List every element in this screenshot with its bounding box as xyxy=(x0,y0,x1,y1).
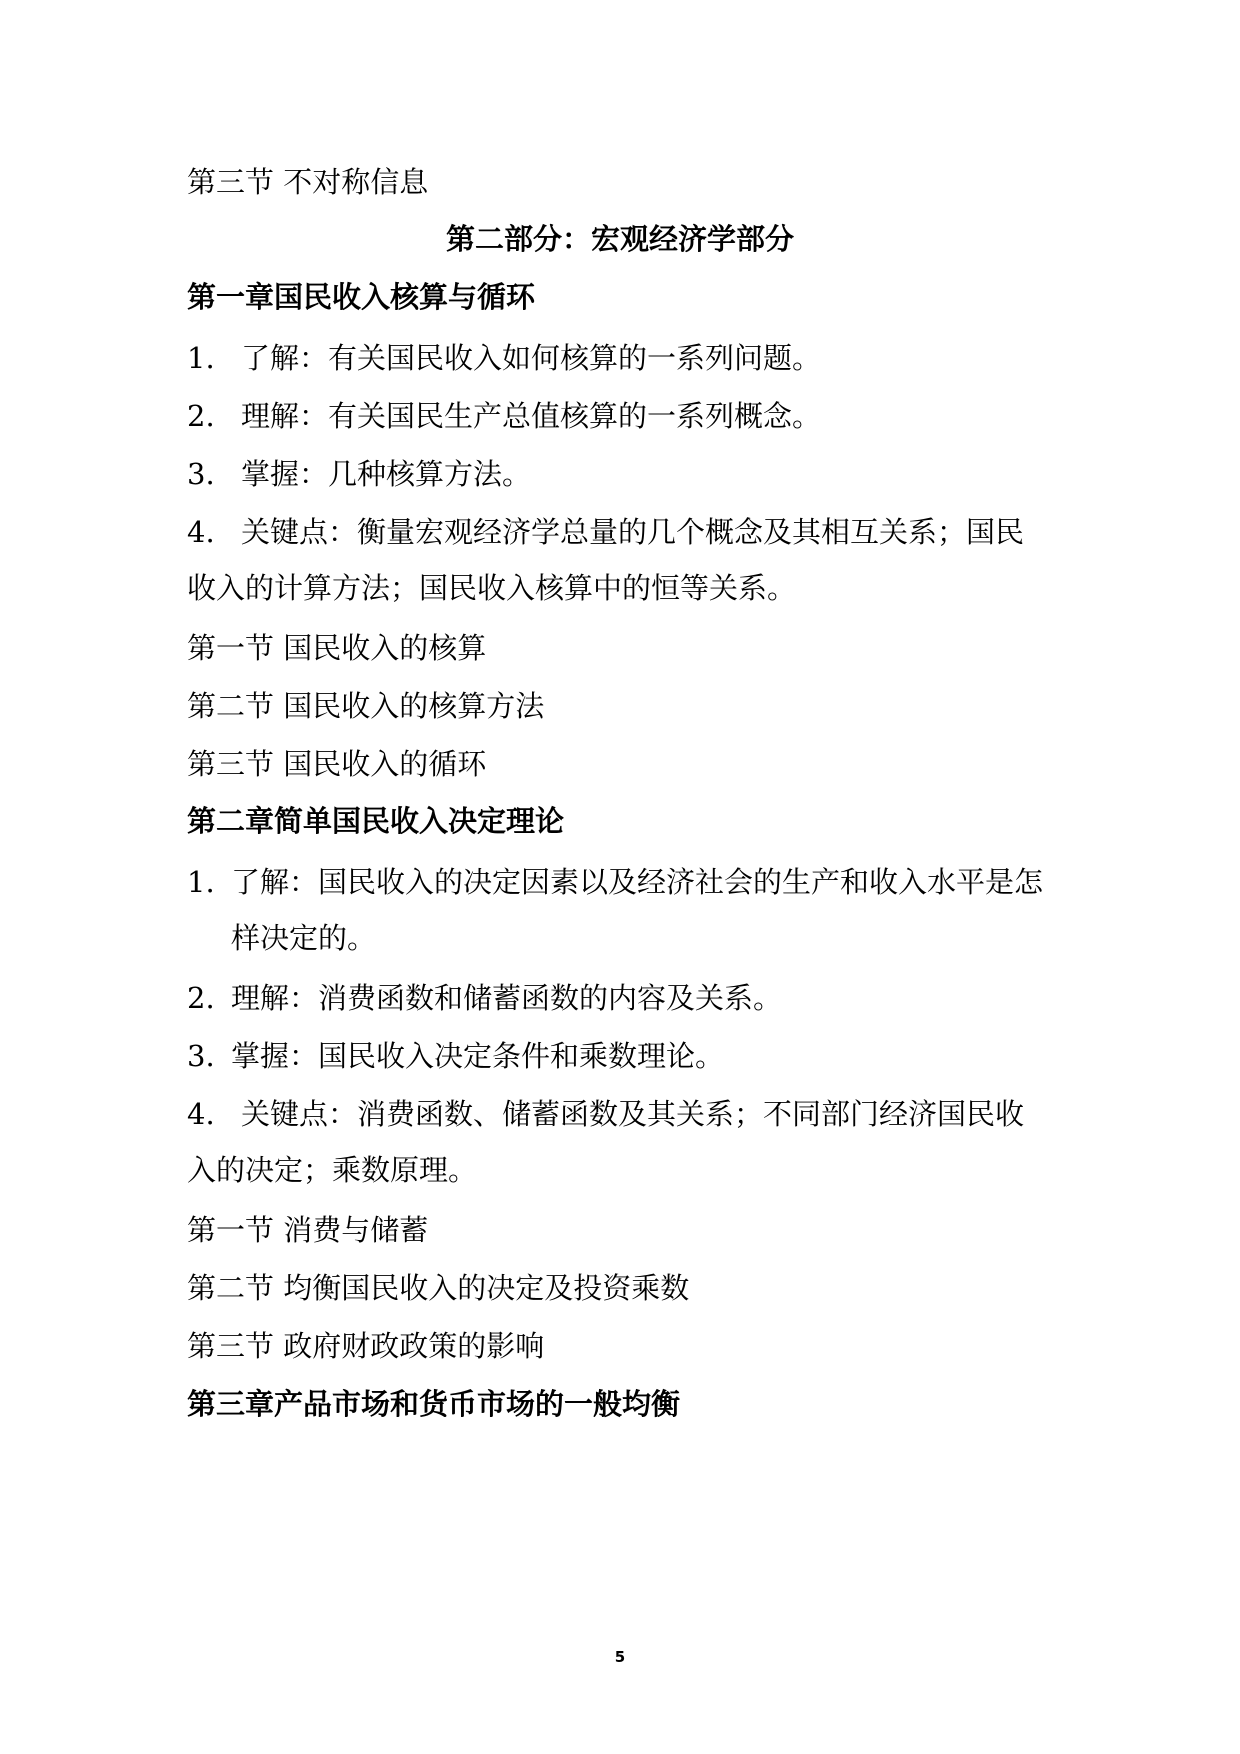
list-text: 理解：有关国民生产总值核算的一系列概念。 xyxy=(241,399,822,433)
list-item xyxy=(187,398,821,434)
list-text-continuation: 样决定的。 xyxy=(231,921,377,955)
list-number: 4. xyxy=(187,1097,215,1131)
list-number: 2. xyxy=(187,981,215,1015)
list-item xyxy=(187,864,1043,900)
list-text: 理解：消费函数和储蓄函数的内容及关系。 xyxy=(231,981,783,1015)
section-heading: 第三节 不对称信息 xyxy=(187,165,429,199)
section-heading: 第三节 政府财政政策的影响 xyxy=(187,1329,545,1363)
part-title: 第二部分：宏观经济学部分 xyxy=(445,222,794,256)
chapter-title: 第一章国民收入核算与循环 xyxy=(187,280,536,314)
list-text-continuation: 入的决定；乘数原理。 xyxy=(187,1153,478,1187)
section-heading: 第一节 消费与储蓄 xyxy=(187,1213,429,1247)
section-heading: 第一节 国民收入的核算 xyxy=(187,631,487,665)
chapter-title: 第三章产品市场和货币市场的一般均衡 xyxy=(187,1387,681,1421)
list-text-continuation: 收入的计算方法；国民收入核算中的恒等关系。 xyxy=(187,571,797,605)
list-item xyxy=(187,514,1024,550)
list-number: 1. xyxy=(187,865,215,899)
list-item xyxy=(187,456,531,492)
list-text: 了解：有关国民收入如何核算的一系列问题。 xyxy=(241,341,822,375)
section-heading: 第二节 均衡国民收入的决定及投资乘数 xyxy=(187,1271,690,1305)
list-number: 3. xyxy=(187,457,215,491)
list-text: 掌握：几种核算方法。 xyxy=(241,457,532,491)
list-number: 2. xyxy=(187,399,215,433)
list-number: 3. xyxy=(187,1039,215,1073)
list-item xyxy=(187,1096,1024,1132)
list-item xyxy=(187,1038,724,1074)
list-item xyxy=(187,980,782,1016)
list-text: 了解：国民收入的决定因素以及经济社会的生产和收入水平是怎 xyxy=(231,865,1044,899)
list-text: 关键点：消费函数、储蓄函数及其关系；不同部门经济国民收 xyxy=(241,1097,1025,1131)
list-number: 4. xyxy=(187,515,215,549)
list-text: 掌握：国民收入决定条件和乘数理论。 xyxy=(231,1039,725,1073)
section-heading: 第三节 国民收入的循环 xyxy=(187,747,487,781)
page-number: 5 xyxy=(614,1648,626,1666)
list-text: 关键点：衡量宏观经济学总量的几个概念及其相互关系；国民 xyxy=(241,515,1025,549)
list-number: 1. xyxy=(187,341,215,375)
chapter-title: 第二章简单国民收入决定理论 xyxy=(187,804,565,838)
section-heading: 第二节 国民收入的核算方法 xyxy=(187,689,545,723)
list-item xyxy=(187,340,821,376)
